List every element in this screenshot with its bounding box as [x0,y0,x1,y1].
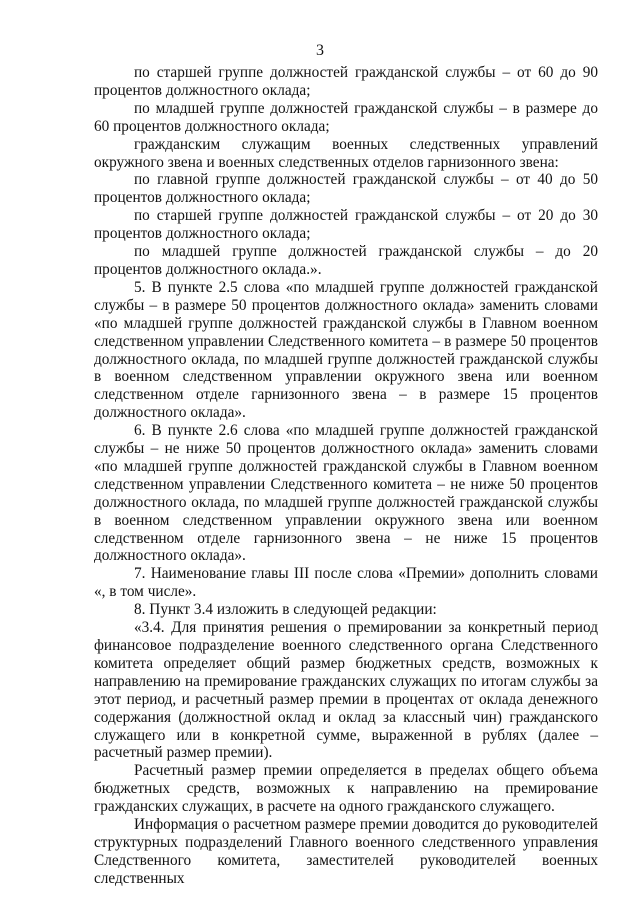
paragraph: 5. В пункте 2.5 слова «по младшей группе должностей гражданской службы – в размере 50 процентов должностного оклада» заменить словами «по младшей группе должностей гражданской службы в Главном военном следственном управлении Следственного комитета – в размере 50 процентов должностного оклада, по младшей группе должностей гражданской службы в военном следственном управлении окружного звена или военном следственном отделе гарнизонного звена – в размере 15 процентов должностного оклада». [94,278,598,422]
paragraph: по младшей группе должностей гражданской службы – до 20 процентов должностного оклада.». [94,243,598,278]
paragraph: гражданским служащим военных следственных управлений окружного звена и военных следственных отделов гарнизонного звена: [94,135,598,171]
paragraph: «3.4. Для принятия решения о премировании за конкретный период финансовое подразделение военного следственного органа Следственного комитета определяет общий размер бюджетных средств, возможных к направлению на премирование гражданских служащих по итогам службы за этот период, и расчетный размер премии в процентах от оклада денежного содержания (должностной оклад и оклад за классный чин) гражданского служащего или в конкретной сумме, выраженной в рублях (далее – расчетный размер премии). [94,619,598,762]
page-number: 3 [316,42,324,59]
paragraph: по главной группе должностей гражданской службы – от 40 до 50 процентов должностного оклада; [94,171,598,207]
document-body [94,64,598,888]
paragraph: по старшей группе должностей гражданской службы – от 60 до 90 процентов должностного оклада; [94,64,598,99]
paragraph: 8. Пункт 3.4 изложить в следующей редакции: [134,601,437,619]
paragraph: по старшей группе должностей гражданской службы – от 20 до 30 процентов должностного оклада; [94,207,598,243]
paragraph: по младшей группе должностей гражданской службы – в размере до 60 процентов должностного оклада; [94,99,598,135]
paragraph: 6. В пункте 2.6 слова «по младшей группе должностей гражданской службы – не ниже 50 процентов должностного оклада» заменить словами «по младшей группе должностей гражданской службы в Главном военном следственном управлении Следственного комитета – не ниже 50 процентов должностного оклада, по младшей группе должностей гражданской службы в военном следственном управлении окружного звена или военном следственном отделе гарнизонного звена – не ниже 15 процентов должностного оклада». [94,422,598,565]
paragraph: 7. Наименование главы III после слова «Премии» дополнить словами «, в том числе». [94,565,598,601]
paragraph: Информация о расчетном размере премии доводится до руководителей структурных подразделений Главного военного следственного управления Следственного комитета, заместителей руководителей военных следственных [94,816,598,887]
paragraph: Расчетный размер премии определяется в пределах общего объема бюджетных средств, возможных к направлению на премирование гражданских служащих, в расчете на одного гражданского служащего. [94,762,598,816]
